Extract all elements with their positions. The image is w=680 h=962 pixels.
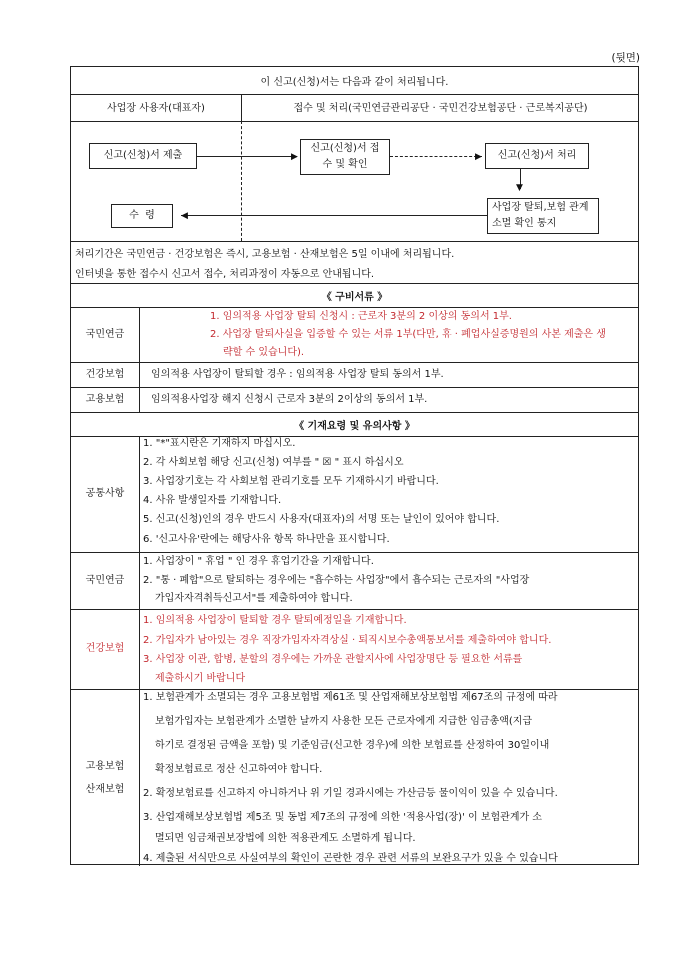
arrow-4 xyxy=(181,215,487,216)
box-recv: 수 령 xyxy=(111,204,173,228)
docs-pension-label: 국민연금 xyxy=(85,329,125,340)
box-submit: 신고(신청)서 제출 xyxy=(89,143,197,169)
guide-health-item-1: 1. 임의적용 사업장이 탈퇴할 경우 탈퇴예정일을 기재합니다. xyxy=(143,615,407,626)
guide-emp-item-5: 2. 확정보험료를 신고하지 아니하거나 위 기일 경과시에는 가산금등 물이익이 있을 수 있습니다. xyxy=(143,788,558,799)
arrow-1 xyxy=(197,156,297,157)
guide-health-item-4: 제출하시기 바랍니다 xyxy=(155,673,246,684)
guide-common-label: 공통사항 xyxy=(85,488,125,499)
guide-pension-item-2: 2. "통 · 폐합"으로 탈퇴하는 경우에는 "흡수하는 사업장"에서 흡수되는 근로자의 "사업장 xyxy=(143,575,530,586)
docs-title: 《 구비서류 》 xyxy=(321,292,388,303)
guide-emp-item-2: 보험가입자는 보험관계가 소멸한 날까지 사용한 모든 근로자에게 지급한 임금총액(지급 xyxy=(155,716,533,727)
col-right-header: 접수 및 처리(국민연금관리공단 · 국민건강보험공단 · 근로복지공단) xyxy=(293,103,588,114)
arrow-head-1: ▶ xyxy=(291,152,298,162)
docs-employ-item: 임의적용사업장 해지 신청시 근로자 3분의 2이상의 동의서 1부. xyxy=(151,394,428,405)
guide-emp-label-1: 고용보험 xyxy=(85,760,125,772)
guide-health-item-3: 3. 사업장 이관, 합병, 분할의 경우에는 가까운 관할지사에 사업장명단 등 필요한 서류를 xyxy=(143,654,523,665)
guide-title: 《 기재요령 및 유의사항 》 xyxy=(294,421,415,432)
docs-health-label: 건강보험 xyxy=(85,369,125,380)
guide-emp-item-8: 4. 제출된 서식만으로 사실여부의 확인이 곤란한 경우 관련 서류의 보완요구가 있을 수 있습니다 xyxy=(143,853,558,864)
docs-health-item: 임의적용 사업장이 탈퇴할 경우 : 임의적용 사업장 탈퇴 동의서 1부. xyxy=(151,369,444,380)
process-note-1: 처리기간은 국민연금 · 건강보험은 즉시, 고용보험 · 산재보험은 5일 이내에 처리됩니다. xyxy=(75,249,455,260)
guide-common-item-5: 5. 신고(신청)인의 경우 반드시 사용자(대표자)의 서명 또는 날인이 있어야 합니다. xyxy=(143,514,500,525)
docs-pension-item-2: 2. 사업장 탈퇴사실을 입증할 수 있는 서류 1부(다만, 휴 · 폐업사실증명원의 사본 제출은 생 xyxy=(210,329,606,340)
docs-pension-item-1: 1. 임의적용 사업장 탈퇴 신청시 : 근로자 3분의 2 이상의 동의서 1부. xyxy=(210,311,512,322)
arrow-head-2: ▶ xyxy=(475,152,482,162)
guide-pension-item-3: 가입자자격취득신고서"를 제출하여야 합니다. xyxy=(155,593,353,604)
arrow-2 xyxy=(390,156,482,157)
guide-common-item-3: 3. 사업장기호는 각 사회보험 관리기호를 모두 기재하시기 바랍니다. xyxy=(143,476,439,487)
box-receive: 신고(신청)서 접수 및 확인 xyxy=(300,139,390,175)
docs-pension-item-3: 략할 수 있습니다). xyxy=(223,347,305,358)
process-header: 이 신고(신청)서는 다음과 같이 처리됩니다. xyxy=(260,77,449,88)
guide-common-item-6: 6. '신고사유'란에는 해당사유 항목 하나만을 표시합니다. xyxy=(143,534,390,545)
guide-health-item-2: 2. 가입자가 남아있는 경우 직장가입자자격상실 · 퇴직시보수총액통보서를 제출하여야 합니다. xyxy=(143,635,552,646)
box-notice: 사업장 탈퇴,보험 관계 소멸 확인 통지 xyxy=(487,198,599,234)
guide-pension-item-1: 1. 사업장이 " 휴업 " 인 경우 휴업기간을 기재합니다. xyxy=(143,556,374,567)
page-mark: (뒷면) xyxy=(611,52,640,64)
guide-emp-item-1: 1. 보험관계가 소멸되는 경우 고용보험법 제61조 및 산업재해보상보험법 제67조의 규정에 따라 xyxy=(143,692,558,703)
arrow-head-4: ◀ xyxy=(181,211,188,221)
guide-emp-label xyxy=(71,689,139,866)
guide-emp-item-3: 하기로 결정된 금액을 포함) 및 기준임금(신고한 경우)에 의한 보험료를 산정하여 30일이내 xyxy=(155,740,550,751)
guide-emp-item-6: 3. 산업재해보상보험법 제5조 및 동법 제7조의 규정에 의한 '적용사업(장)' 이 보험관계가 소 xyxy=(143,812,542,823)
guide-common-item-2: 2. 각 사회보험 해당 신고(신청) 여부를 " ☒ " 표시 하십시오 xyxy=(143,457,404,468)
flow-divider xyxy=(241,121,242,241)
guide-pension-label: 국민연금 xyxy=(85,575,125,586)
guide-health-label: 건강보험 xyxy=(85,643,125,654)
guide-common-item-1: 1. "*"표시란은 기재하지 마십시오. xyxy=(143,438,296,449)
arrow-head-3: ▼ xyxy=(516,183,523,193)
guide-emp-item-7: 멸되면 임금채권보장법에 의한 적용관계도 소멸하게 됩니다. xyxy=(155,833,416,844)
col-left-header: 사업장 사용자(대표자) xyxy=(107,103,205,114)
box-process: 신고(신청)서 처리 xyxy=(485,143,589,169)
guide-common-item-4: 4. 사유 발생일자를 기재합니다. xyxy=(143,495,282,506)
guide-emp-item-4: 확정보험료로 정산 신고하여야 합니다. xyxy=(155,764,323,775)
guide-emp-label-2: 산재보험 xyxy=(85,783,125,795)
docs-employ-label: 고용보험 xyxy=(85,394,125,405)
process-note-2: 인터넷을 통한 접수시 신고서 접수, 처리과정이 자동으로 안내됩니다. xyxy=(75,269,375,280)
form-frame xyxy=(70,66,639,865)
